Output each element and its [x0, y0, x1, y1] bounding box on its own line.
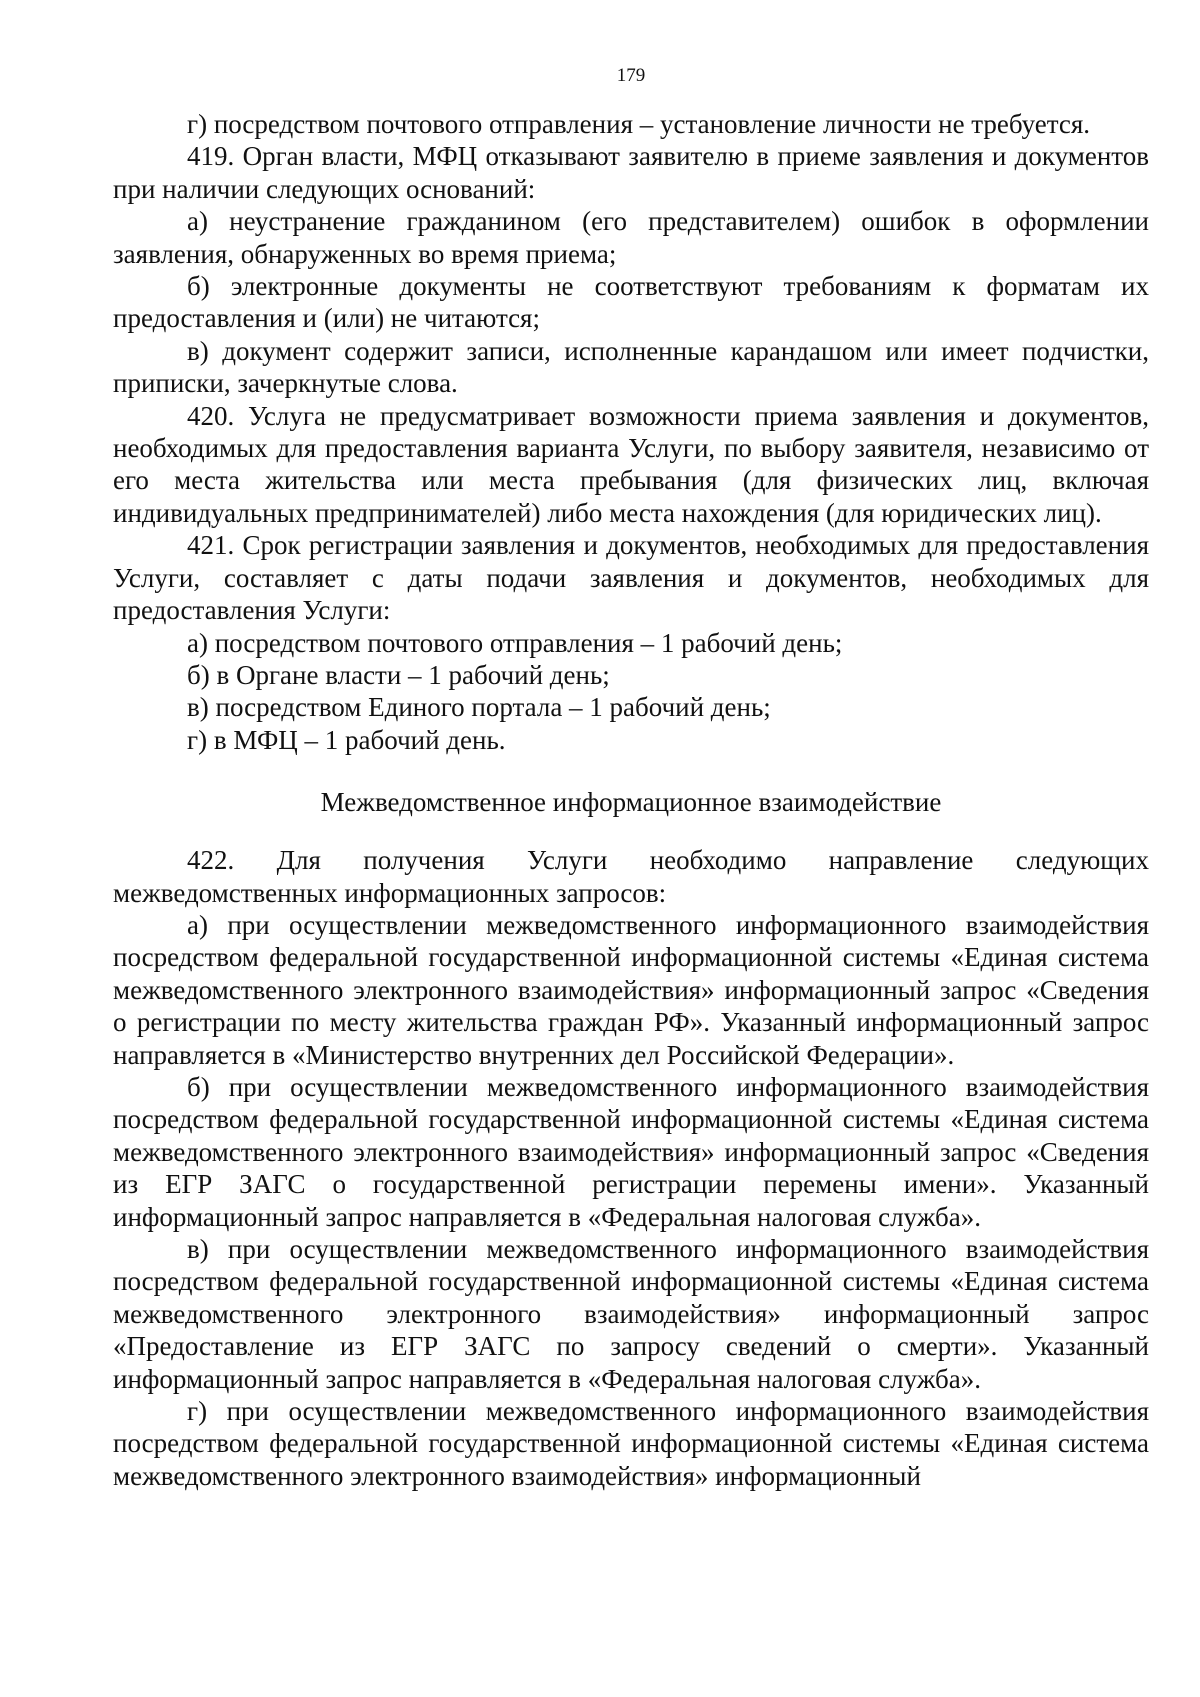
paragraph-421-v: в) посредством Единого портала – 1 рабочий день; — [187, 692, 771, 723]
paragraph-422: 422. Для получения Услуги необходимо направление следующих межведомственных информационных запросов: — [113, 845, 1149, 908]
paragraph-422-v: в) при осуществлении межведомственного информационного взаимодействия посредством федеральной государственной информационной системы «Единая система межведомственного электронного взаимодействия» информационный запрос «Предоставление из ЕГР ЗАГС по запросу сведений о смерти». Указанный информационный запрос направляется в «Федеральная налоговая служба». — [113, 1234, 1149, 1394]
document-page — [113, 64, 1149, 1492]
paragraph-421-g: г) в МФЦ – 1 рабочий день. — [187, 724, 506, 755]
paragraph-421: 421. Срок регистрации заявления и документов, необходимых для предоставления Услуги, составляет с даты подачи заявления и документов, необходимых для предоставления Услуги: — [113, 530, 1149, 626]
paragraph-item-g-postal: г) посредством почтового отправления – установление личности не требуется. — [187, 109, 1091, 139]
paragraph-420: 420. Услуга не предусматривает возможности приема заявления и документов, необходимых для предоставления варианта Услуги, по выбору заявителя, независимо от его места жительства или места пребывания (для физических лиц, включая индивидуальных предпринимателей) либо места нахождения (для юридических лиц). — [113, 400, 1149, 528]
section-heading: Межведомственное информационное взаимодействие — [320, 787, 942, 818]
paragraph-419-a: а) неустранение гражданином (его представителем) ошибок в оформлении заявления, обнаруженных во время приема; — [113, 206, 1149, 269]
page-number: 179 — [616, 65, 646, 86]
paragraph-422-b: б) при осуществлении межведомственного информационного взаимодействия посредством федеральной государственной информационной системы «Единая система межведомственного электронного взаимодействия» информационный запрос «Сведения из ЕГР ЗАГС о государственной регистрации перемены имени». Указанный информационный запрос направляется в «Федеральная налоговая служба». — [113, 1071, 1149, 1232]
paragraph-419: 419. Орган власти, МФЦ отказывают заявителю в приеме заявления и документов при наличии следующих оснований: — [113, 141, 1149, 204]
paragraph-419-b: б) электронные документы не соответствуют требованиям к форматам их предоставления и (или) не читаются; — [113, 271, 1149, 334]
paragraph-422-g: г) при осуществлении межведомственного информационного взаимодействия посредством федеральной государственной информационной системы «Единая система межведомственного электронного взаимодействия» информационный — [113, 1396, 1149, 1491]
paragraph-421-a: а) посредством почтового отправления – 1 рабочий день; — [187, 627, 843, 658]
paragraph-421-b: б) в Органе власти – 1 рабочий день; — [187, 659, 610, 690]
paragraph-419-v: в) документ содержит записи, исполненные карандашом или имеет подчистки, приписки, зачеркнутые слова. — [113, 335, 1149, 399]
paragraph-422-a: а) при осуществлении межведомственного информационного взаимодействия посредством федеральной государственной информационной системы «Единая система межведомственного электронного взаимодействия» информационный запрос «Сведения о регистрации по месту жительства граждан РФ». Указанный информационный запрос направляется в «Министерство внутренних дел Российской Федерации». — [113, 909, 1149, 1070]
